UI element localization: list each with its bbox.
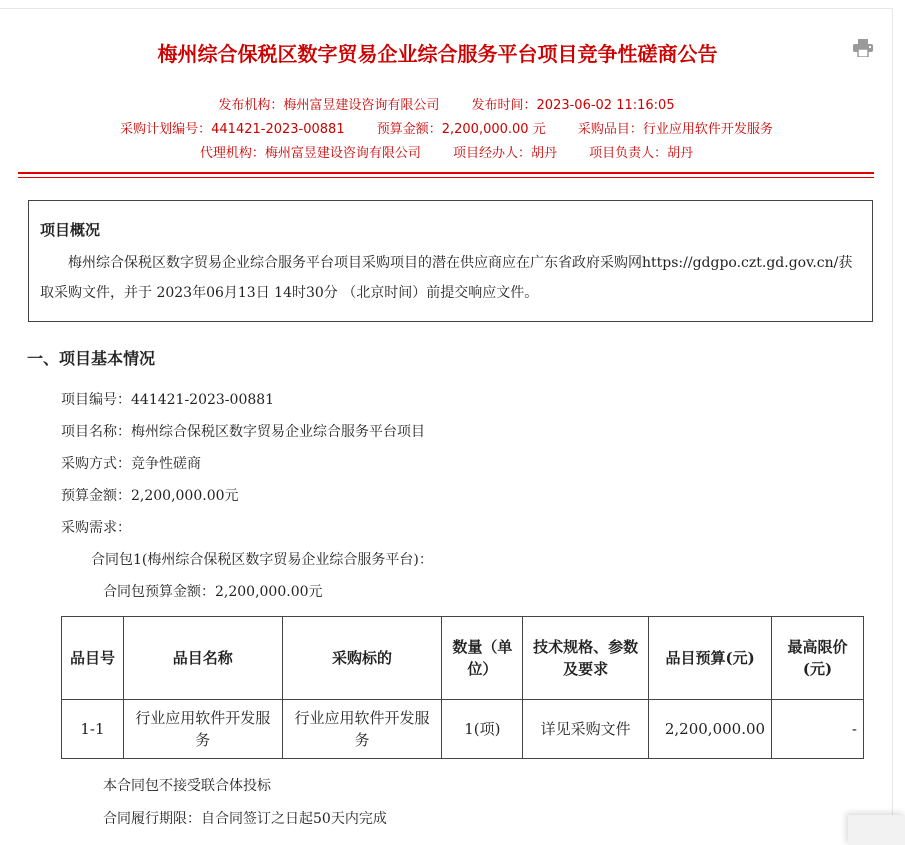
- meta-row-1: [0, 94, 893, 113]
- handler: 项目经办人：胡丹: [452, 146, 557, 161]
- project-leader: 项目负责人：胡丹: [589, 146, 694, 161]
- procurement-method: 采购方式：竞争性磋商: [61, 456, 201, 472]
- publisher: 发布机构：梅州富昱建设咨询有限公司: [218, 98, 440, 113]
- divider-thick: [18, 172, 874, 174]
- header-budget: 品目预算(元): [649, 617, 772, 700]
- header-subject: 采购标的: [282, 617, 442, 700]
- cell-budget: 2,200,000.00: [649, 700, 772, 759]
- items-table: [61, 616, 864, 759]
- table-row: [62, 700, 864, 759]
- page-title: 梅州综合保税区数字贸易企业综合服务平台项目竞争性磋商公告: [157, 42, 718, 66]
- header-quantity: 数量（单位）: [442, 617, 523, 700]
- cell-quantity: 1(项): [442, 700, 523, 759]
- cell-max-price: -: [772, 700, 864, 759]
- cell-subject: 行业应用软件开发服务: [282, 700, 442, 759]
- header-item-no: 品目号: [62, 617, 124, 700]
- divider-thin: [18, 177, 874, 178]
- meta-row-3: [0, 142, 893, 161]
- header-spec: 技术规格、参数及要求: [523, 617, 649, 700]
- page-corner-panel: [848, 815, 905, 845]
- summary-text: 梅州综合保税区数字贸易企业综合服务平台项目采购项目的潜在供应商应在广东省政府采购网https://gdgpo.czt.gd.gov.cn/获取采购文件，并于 2023年06月13日 14时30分 （北京时间）前提交响应文件。: [40, 255, 853, 301]
- project-number: 项目编号：441421-2023-00881: [61, 392, 275, 408]
- agency: 代理机构：梅州富昱建设咨询有限公司: [199, 146, 421, 161]
- summary-heading: 项目概况: [40, 221, 101, 239]
- cell-spec: 详见采购文件: [523, 700, 649, 759]
- project-name: 项目名称：梅州综合保税区数字贸易企业综合服务平台项目: [61, 424, 425, 440]
- package-budget: 合同包预算金额：2,200,000.00元: [103, 584, 323, 600]
- table-header-row: [62, 617, 864, 700]
- printer-icon[interactable]: [853, 39, 873, 57]
- project-summary-box: [28, 200, 873, 322]
- header-item-name: 品目名称: [123, 617, 282, 700]
- no-consortium-note: 本合同包不接受联合体投标: [103, 778, 271, 794]
- section-heading: 一、项目基本情况: [27, 349, 156, 368]
- package-line: 合同包1(梅州综合保税区数字贸易企业综合服务平台)：: [91, 552, 433, 568]
- budget-amount: 预算金额：2,200,000.00 元: [376, 122, 546, 137]
- cell-item-name: 行业应用软件开发服务: [123, 700, 282, 759]
- contract-period: 合同履行期限：自合同签订之日起50天内完成: [103, 811, 387, 827]
- meta-row-2: [0, 118, 893, 137]
- procurement-category: 采购品目：行业应用软件开发服务: [577, 122, 773, 137]
- plan-number: 采购计划编号：441421-2023-00881: [120, 122, 345, 137]
- publish-time: 发布时间：2023-06-02 11:16:05: [471, 98, 675, 113]
- budget-line: 预算金额：2,200,000.00元: [61, 488, 239, 504]
- header-max-price: 最高限价(元): [772, 617, 864, 700]
- demand-label: 采购需求：: [61, 520, 131, 536]
- cell-item-no: 1-1: [62, 700, 124, 759]
